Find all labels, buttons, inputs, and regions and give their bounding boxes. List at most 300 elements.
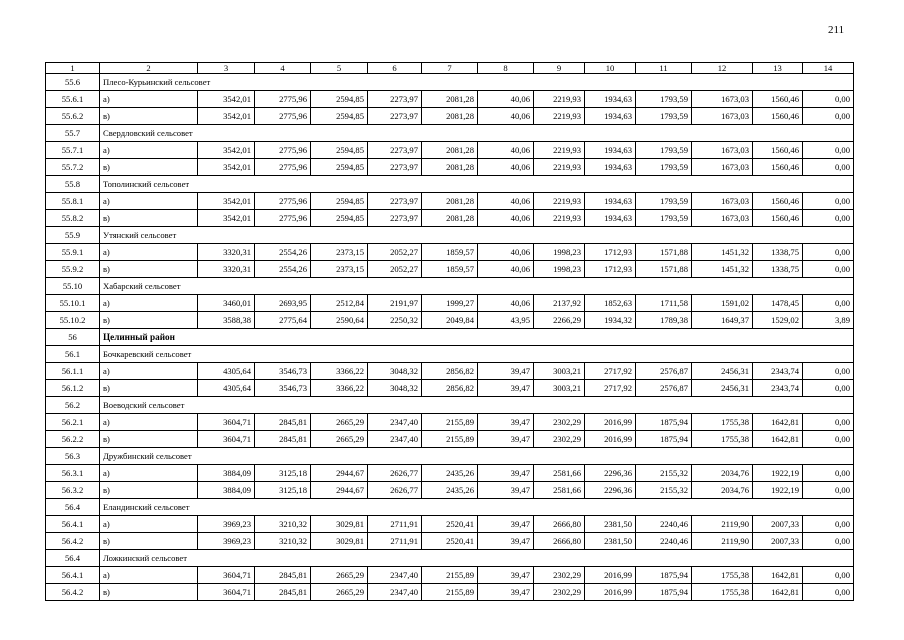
value-cell: 2666,80	[534, 533, 585, 550]
value-cell: 0,00	[803, 414, 854, 431]
value-cell: 1755,38	[692, 567, 753, 584]
section-name: Целинный район	[100, 329, 854, 346]
row-label: а)	[100, 295, 198, 312]
row-label: а)	[100, 91, 198, 108]
row-code: 56.3	[46, 448, 100, 465]
value-cell: 2594,85	[311, 210, 368, 227]
value-cell: 1793,59	[636, 193, 692, 210]
row-code: 55.10	[46, 278, 100, 295]
value-cell: 2373,15	[311, 244, 368, 261]
value-cell: 2594,85	[311, 159, 368, 176]
value-cell: 2381,50	[585, 533, 636, 550]
value-cell: 1560,46	[753, 210, 803, 227]
value-cell: 0,00	[803, 193, 854, 210]
value-cell: 3,89	[803, 312, 854, 329]
value-cell: 2343,74	[753, 380, 803, 397]
value-cell: 0,00	[803, 380, 854, 397]
value-cell: 3003,21	[534, 380, 585, 397]
value-cell: 2944,67	[311, 465, 368, 482]
table-row	[46, 261, 854, 278]
value-cell: 3546,73	[255, 363, 311, 380]
value-cell: 2016,99	[585, 414, 636, 431]
value-cell: 1529,02	[753, 312, 803, 329]
value-cell: 2717,92	[585, 363, 636, 380]
value-cell: 1571,88	[636, 261, 692, 278]
value-cell: 1934,63	[585, 91, 636, 108]
value-cell: 39,47	[478, 584, 534, 601]
value-cell: 3366,22	[311, 380, 368, 397]
value-cell: 3604,71	[198, 567, 255, 584]
value-cell: 3969,23	[198, 516, 255, 533]
row-code: 56.4	[46, 550, 100, 567]
row-code: 56.1	[46, 346, 100, 363]
table-row	[46, 244, 854, 261]
value-cell: 2665,29	[311, 431, 368, 448]
row-code: 56.3.1	[46, 465, 100, 482]
value-cell: 0,00	[803, 567, 854, 584]
value-cell: 0,00	[803, 295, 854, 312]
value-cell: 3048,32	[368, 363, 422, 380]
value-cell: 40,06	[478, 261, 534, 278]
value-cell: 2343,74	[753, 363, 803, 380]
value-cell: 2155,32	[636, 482, 692, 499]
value-cell: 2512,84	[311, 295, 368, 312]
value-cell: 2155,89	[422, 431, 478, 448]
value-cell: 2520,41	[422, 533, 478, 550]
value-cell: 2049,84	[422, 312, 478, 329]
value-cell: 3588,38	[198, 312, 255, 329]
value-cell: 1560,46	[753, 193, 803, 210]
value-cell: 1560,46	[753, 108, 803, 125]
value-cell: 3542,01	[198, 91, 255, 108]
value-cell: 1793,59	[636, 91, 692, 108]
value-cell: 1673,03	[692, 159, 753, 176]
value-cell: 1934,63	[585, 193, 636, 210]
value-cell: 3366,22	[311, 363, 368, 380]
value-cell: 1673,03	[692, 193, 753, 210]
table-row	[46, 584, 854, 601]
value-cell: 2594,85	[311, 91, 368, 108]
value-cell: 2034,76	[692, 482, 753, 499]
value-cell: 2302,29	[534, 584, 585, 601]
value-cell: 0,00	[803, 91, 854, 108]
row-label: в)	[100, 380, 198, 397]
value-cell: 2576,87	[636, 380, 692, 397]
value-cell: 3542,01	[198, 159, 255, 176]
value-cell: 2016,99	[585, 431, 636, 448]
section-name: Утянский сельсовет	[100, 227, 854, 244]
value-cell: 2155,89	[422, 567, 478, 584]
value-cell: 4305,64	[198, 363, 255, 380]
value-cell: 1642,81	[753, 431, 803, 448]
row-label: а)	[100, 414, 198, 431]
table-row	[46, 516, 854, 533]
value-cell: 3604,71	[198, 414, 255, 431]
value-cell: 39,47	[478, 567, 534, 584]
value-cell: 2155,89	[422, 584, 478, 601]
value-cell: 3320,31	[198, 244, 255, 261]
value-cell: 39,47	[478, 431, 534, 448]
value-cell: 2219,93	[534, 91, 585, 108]
value-cell: 3460,01	[198, 295, 255, 312]
value-cell: 43,95	[478, 312, 534, 329]
row-code: 55.10.1	[46, 295, 100, 312]
section-name: Еландинский сельсовет	[100, 499, 854, 516]
row-code: 55.8.1	[46, 193, 100, 210]
row-code: 56.2.2	[46, 431, 100, 448]
value-cell: 2016,99	[585, 584, 636, 601]
row-code: 55.10.2	[46, 312, 100, 329]
row-label: а)	[100, 363, 198, 380]
table-row	[46, 363, 854, 380]
value-cell: 2347,40	[368, 414, 422, 431]
section-name: Дружбинский сельсовет	[100, 448, 854, 465]
value-cell: 4305,64	[198, 380, 255, 397]
value-cell: 3542,01	[198, 108, 255, 125]
value-cell: 1642,81	[753, 584, 803, 601]
value-cell: 0,00	[803, 363, 854, 380]
section-name: Воеводский сельсовет	[100, 397, 854, 414]
section-row	[46, 125, 854, 142]
value-cell: 1560,46	[753, 159, 803, 176]
value-cell: 3029,81	[311, 533, 368, 550]
section-row	[46, 74, 854, 91]
value-cell: 1673,03	[692, 210, 753, 227]
value-cell: 2775,96	[255, 108, 311, 125]
value-cell: 2775,96	[255, 210, 311, 227]
header-cell: 12	[692, 63, 753, 74]
value-cell: 1875,94	[636, 584, 692, 601]
value-cell: 2626,77	[368, 482, 422, 499]
section-name: Плесо-Курьинский сельсовет	[100, 74, 854, 91]
value-cell: 2576,87	[636, 363, 692, 380]
value-cell: 2081,28	[422, 142, 478, 159]
value-cell: 2219,93	[534, 159, 585, 176]
value-cell: 2594,85	[311, 142, 368, 159]
value-cell: 2081,28	[422, 193, 478, 210]
value-cell: 3210,32	[255, 533, 311, 550]
value-cell: 1591,02	[692, 295, 753, 312]
value-cell: 2665,29	[311, 414, 368, 431]
value-cell: 2594,85	[311, 108, 368, 125]
value-cell: 1922,19	[753, 465, 803, 482]
row-code: 55.8	[46, 176, 100, 193]
value-cell: 3048,32	[368, 380, 422, 397]
table-row	[46, 193, 854, 210]
value-cell: 2302,29	[534, 567, 585, 584]
row-label: а)	[100, 244, 198, 261]
value-cell: 40,06	[478, 210, 534, 227]
value-cell: 2435,26	[422, 465, 478, 482]
row-label: в)	[100, 533, 198, 550]
page-number: 211	[828, 24, 845, 36]
row-label: в)	[100, 312, 198, 329]
value-cell: 3029,81	[311, 516, 368, 533]
value-cell: 2219,93	[534, 108, 585, 125]
row-code: 56.4.1	[46, 567, 100, 584]
value-cell: 1451,32	[692, 261, 753, 278]
value-cell: 2052,27	[368, 244, 422, 261]
value-cell: 1451,32	[692, 244, 753, 261]
section-row	[46, 329, 854, 346]
value-cell: 2554,26	[255, 261, 311, 278]
value-cell: 1998,23	[534, 244, 585, 261]
header-cell: 5	[311, 63, 368, 74]
value-cell: 1793,59	[636, 108, 692, 125]
header-cell: 3	[198, 63, 255, 74]
value-cell: 1478,45	[753, 295, 803, 312]
value-cell: 2845,81	[255, 584, 311, 601]
value-cell: 2711,91	[368, 533, 422, 550]
value-cell: 1793,59	[636, 210, 692, 227]
value-cell: 2456,31	[692, 380, 753, 397]
value-cell: 3210,32	[255, 516, 311, 533]
value-cell: 1934,63	[585, 159, 636, 176]
row-code: 55.6	[46, 74, 100, 91]
value-cell: 2296,36	[585, 482, 636, 499]
value-cell: 2590,64	[311, 312, 368, 329]
value-cell: 1875,94	[636, 414, 692, 431]
value-cell: 2240,46	[636, 516, 692, 533]
value-cell: 2626,77	[368, 465, 422, 482]
value-cell: 1934,63	[585, 142, 636, 159]
header-cell: 10	[585, 63, 636, 74]
value-cell: 2219,93	[534, 193, 585, 210]
table-row	[46, 142, 854, 159]
section-row	[46, 227, 854, 244]
row-label: в)	[100, 431, 198, 448]
value-cell: 3604,71	[198, 431, 255, 448]
value-cell: 2775,64	[255, 312, 311, 329]
value-cell: 0,00	[803, 261, 854, 278]
header-cell: 2	[100, 63, 198, 74]
value-cell: 2665,29	[311, 567, 368, 584]
table-row	[46, 210, 854, 227]
row-code: 55.7.2	[46, 159, 100, 176]
header-row	[46, 63, 854, 74]
value-cell: 0,00	[803, 533, 854, 550]
row-code: 55.6.1	[46, 91, 100, 108]
tariff-table	[45, 62, 854, 601]
value-cell: 2034,76	[692, 465, 753, 482]
table-row	[46, 91, 854, 108]
value-cell: 1711,58	[636, 295, 692, 312]
value-cell: 2240,46	[636, 533, 692, 550]
value-cell: 1571,88	[636, 244, 692, 261]
value-cell: 2296,36	[585, 465, 636, 482]
value-cell: 40,06	[478, 295, 534, 312]
value-cell: 2520,41	[422, 516, 478, 533]
value-cell: 2381,50	[585, 516, 636, 533]
value-cell: 2155,32	[636, 465, 692, 482]
value-cell: 2273,97	[368, 108, 422, 125]
value-cell: 2052,27	[368, 261, 422, 278]
section-row	[46, 278, 854, 295]
value-cell: 2856,82	[422, 380, 478, 397]
value-cell: 3969,23	[198, 533, 255, 550]
header-cell: 6	[368, 63, 422, 74]
header-cell: 13	[753, 63, 803, 74]
section-name: Хабарский сельсовет	[100, 278, 854, 295]
value-cell: 2435,26	[422, 482, 478, 499]
value-cell: 2775,96	[255, 142, 311, 159]
value-cell: 0,00	[803, 516, 854, 533]
value-cell: 2856,82	[422, 363, 478, 380]
header-cell: 1	[46, 63, 100, 74]
value-cell: 1852,63	[585, 295, 636, 312]
value-cell: 2007,33	[753, 516, 803, 533]
value-cell: 1875,94	[636, 431, 692, 448]
table-row	[46, 431, 854, 448]
value-cell: 2717,92	[585, 380, 636, 397]
value-cell: 2845,81	[255, 431, 311, 448]
value-cell: 39,47	[478, 465, 534, 482]
value-cell: 2554,26	[255, 244, 311, 261]
table-row	[46, 312, 854, 329]
row-label: в)	[100, 261, 198, 278]
value-cell: 1859,57	[422, 261, 478, 278]
value-cell: 39,47	[478, 380, 534, 397]
value-cell: 1755,38	[692, 414, 753, 431]
row-code: 55.8.2	[46, 210, 100, 227]
row-label: а)	[100, 142, 198, 159]
value-cell: 2219,93	[534, 210, 585, 227]
value-cell: 2302,29	[534, 414, 585, 431]
row-code: 56.4.2	[46, 584, 100, 601]
row-code: 56.3.2	[46, 482, 100, 499]
value-cell: 3003,21	[534, 363, 585, 380]
value-cell: 2016,99	[585, 567, 636, 584]
row-label: в)	[100, 210, 198, 227]
value-cell: 2456,31	[692, 363, 753, 380]
value-cell: 2266,29	[534, 312, 585, 329]
value-cell: 2250,32	[368, 312, 422, 329]
value-cell: 3542,01	[198, 210, 255, 227]
value-cell: 1560,46	[753, 142, 803, 159]
value-cell: 2594,85	[311, 193, 368, 210]
value-cell: 39,47	[478, 482, 534, 499]
value-cell: 3546,73	[255, 380, 311, 397]
value-cell: 3542,01	[198, 142, 255, 159]
row-label: в)	[100, 584, 198, 601]
table-row	[46, 567, 854, 584]
section-row	[46, 397, 854, 414]
row-code: 56.2	[46, 397, 100, 414]
value-cell: 0,00	[803, 482, 854, 499]
section-row	[46, 550, 854, 567]
row-code: 56.4.1	[46, 516, 100, 533]
value-cell: 3604,71	[198, 584, 255, 601]
value-cell: 1642,81	[753, 414, 803, 431]
value-cell: 1338,75	[753, 261, 803, 278]
value-cell: 0,00	[803, 159, 854, 176]
row-code: 56.2.1	[46, 414, 100, 431]
value-cell: 1712,93	[585, 261, 636, 278]
row-code: 56.1.2	[46, 380, 100, 397]
row-code: 56.4	[46, 499, 100, 516]
value-cell: 39,47	[478, 533, 534, 550]
value-cell: 1793,59	[636, 142, 692, 159]
table-row	[46, 414, 854, 431]
value-cell: 2581,66	[534, 482, 585, 499]
value-cell: 1673,03	[692, 108, 753, 125]
row-label: а)	[100, 567, 198, 584]
value-cell: 2273,97	[368, 91, 422, 108]
value-cell: 1338,75	[753, 244, 803, 261]
value-cell: 1712,93	[585, 244, 636, 261]
table-row	[46, 295, 854, 312]
row-code: 56	[46, 329, 100, 346]
value-cell: 2775,96	[255, 91, 311, 108]
header-cell: 8	[478, 63, 534, 74]
row-code: 56.1.1	[46, 363, 100, 380]
value-cell: 2273,97	[368, 193, 422, 210]
header-cell: 4	[255, 63, 311, 74]
value-cell: 1642,81	[753, 567, 803, 584]
section-name: Тополинский сельсовет	[100, 176, 854, 193]
value-cell: 2137,92	[534, 295, 585, 312]
header-cell: 11	[636, 63, 692, 74]
header-cell: 7	[422, 63, 478, 74]
value-cell: 1922,19	[753, 482, 803, 499]
row-label: а)	[100, 465, 198, 482]
value-cell: 1934,63	[585, 210, 636, 227]
section-row	[46, 346, 854, 363]
value-cell: 2373,15	[311, 261, 368, 278]
header-cell: 14	[803, 63, 854, 74]
value-cell: 40,06	[478, 244, 534, 261]
value-cell: 2081,28	[422, 91, 478, 108]
value-cell: 2775,96	[255, 193, 311, 210]
value-cell: 3542,01	[198, 193, 255, 210]
value-cell: 2347,40	[368, 584, 422, 601]
value-cell: 2273,97	[368, 210, 422, 227]
value-cell: 2711,91	[368, 516, 422, 533]
value-cell: 0,00	[803, 431, 854, 448]
row-label: в)	[100, 108, 198, 125]
value-cell: 1934,32	[585, 312, 636, 329]
table-row	[46, 108, 854, 125]
value-cell: 2581,66	[534, 465, 585, 482]
header-cell: 9	[534, 63, 585, 74]
value-cell: 1934,63	[585, 108, 636, 125]
row-code: 55.7	[46, 125, 100, 142]
value-cell: 2775,96	[255, 159, 311, 176]
row-label: в)	[100, 159, 198, 176]
value-cell: 40,06	[478, 193, 534, 210]
row-label: а)	[100, 193, 198, 210]
value-cell: 2155,89	[422, 414, 478, 431]
section-name: Ложкинский сельсовет	[100, 550, 854, 567]
value-cell: 2119,90	[692, 516, 753, 533]
value-cell: 1859,57	[422, 244, 478, 261]
value-cell: 3320,31	[198, 261, 255, 278]
section-name: Бочкаревский сельсовет	[100, 346, 854, 363]
table-body	[46, 63, 854, 601]
value-cell: 2845,81	[255, 567, 311, 584]
value-cell: 1560,46	[753, 91, 803, 108]
value-cell: 0,00	[803, 465, 854, 482]
table-row	[46, 533, 854, 550]
row-label: а)	[100, 516, 198, 533]
value-cell: 2273,97	[368, 159, 422, 176]
value-cell: 39,47	[478, 516, 534, 533]
row-code: 56.4.2	[46, 533, 100, 550]
value-cell: 39,47	[478, 363, 534, 380]
value-cell: 0,00	[803, 108, 854, 125]
value-cell: 40,06	[478, 108, 534, 125]
value-cell: 1998,23	[534, 261, 585, 278]
